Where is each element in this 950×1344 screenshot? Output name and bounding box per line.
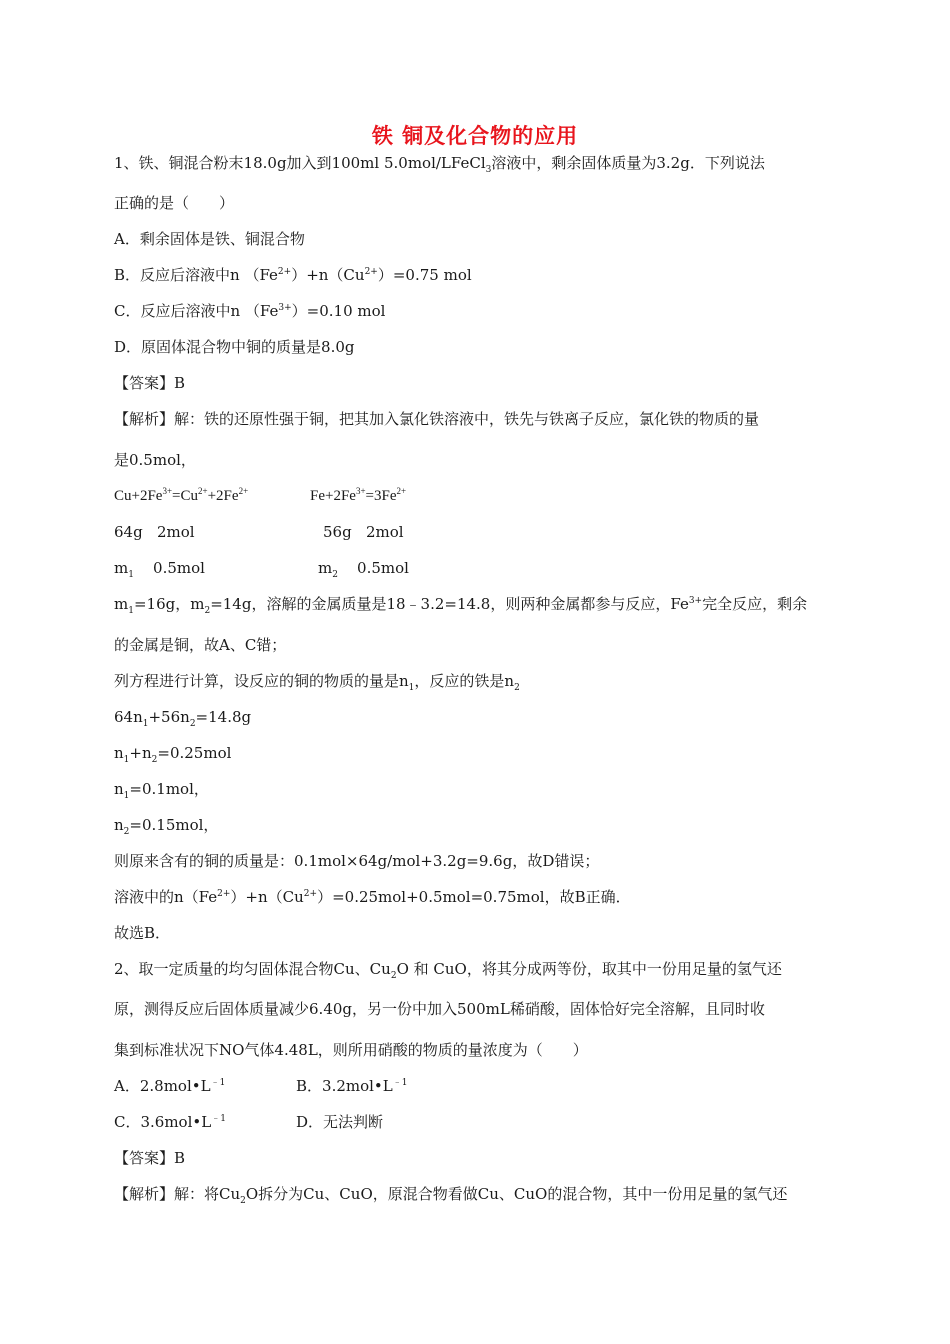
result-n1	[114, 778, 209, 800]
text: =16g，m	[133, 595, 205, 613]
q2-option-a	[114, 1075, 225, 1097]
result-n2	[114, 814, 218, 836]
subscript: 2	[189, 719, 196, 729]
text: =Cu	[172, 488, 199, 504]
q2-option-c	[114, 1111, 226, 1133]
superscript: ﹣1	[210, 1078, 226, 1088]
calc-line1	[114, 593, 807, 615]
text: =3Fe	[365, 488, 397, 504]
subscript: 2	[240, 1196, 246, 1206]
superscript: 2+	[238, 486, 249, 496]
text: =0.25mol	[157, 744, 232, 762]
superscript: 3+	[162, 486, 173, 496]
q1-stem-text: 溶液中，剩余固体质量为3.2g．下列说法	[491, 154, 765, 172]
text: B．反应后溶液中n （Fe	[114, 266, 278, 284]
text: 2、取一定质量的均匀固体混合物Cu、Cu	[114, 960, 391, 978]
superscript: 3+	[355, 486, 366, 496]
text: n	[114, 780, 124, 798]
equation-mass	[114, 706, 251, 728]
text: m	[114, 595, 129, 613]
superscript: ﹣1	[211, 1114, 226, 1124]
superscript: 2+	[364, 267, 378, 277]
text: 0.5mol	[337, 559, 409, 577]
ratio-row2-right	[318, 557, 409, 579]
text: 【解析】解：将Cu	[114, 1185, 241, 1203]
q2-stem-line1	[114, 958, 782, 980]
text: 溶液中的n（Fe	[114, 888, 218, 906]
text: +n	[129, 744, 152, 762]
q2-option-d: D．无法判断	[296, 1113, 384, 1131]
subscript: 1	[123, 791, 130, 801]
q2-option-b	[296, 1075, 407, 1097]
text: 完全反应，剩余	[702, 595, 808, 613]
subscript: 2	[514, 683, 520, 693]
subscript: 2	[151, 755, 158, 765]
text: ）=0.25mol+0.5mol=0.75mol，故B正确．	[317, 888, 631, 906]
calc-line3	[114, 670, 520, 692]
text: ）+n（Cu	[230, 888, 304, 906]
superscript: 2+	[277, 267, 292, 277]
q2-stem-line3: 集到标准状况下NO气体4.48L，则所用硝酸的物质的量浓度为（ ）	[114, 1041, 588, 1059]
calc-line2: 的金属是铜，故A、C错；	[114, 636, 287, 654]
text: ）=0.10 mol	[291, 302, 386, 320]
text: Cu+2Fe	[114, 488, 163, 504]
final-line1: 则原来含有的铜的质量是：0.1mol×64g/mol+3.2g=9.6g，故D错误；	[114, 852, 600, 870]
text: 0.5mol	[133, 559, 205, 577]
text: m	[114, 559, 129, 577]
text: =0.15mol，	[129, 816, 219, 834]
q1-stem-line2: 正确的是（ ）	[114, 194, 235, 212]
superscript: 3+	[278, 303, 292, 313]
q2-explanation-line1	[114, 1183, 787, 1205]
superscript: 2+	[303, 889, 318, 899]
q1-answer: 【答案】B	[114, 374, 186, 392]
subscript: 2	[204, 606, 211, 616]
text: ）=0.75 mol	[377, 266, 472, 284]
text: 列方程进行计算，设反应的铜的物质的量是n	[114, 672, 409, 690]
text: ，反应的铁是n	[414, 672, 515, 690]
q2-answer: 【答案】B	[114, 1149, 186, 1167]
q1-explanation-line2: 是0.5mol，	[114, 451, 196, 469]
superscript: ﹣1	[392, 1078, 408, 1088]
subscript: 2	[123, 827, 130, 837]
q1-option-c	[114, 300, 385, 322]
page-title: 铁 铜及化合物的应用	[371, 124, 579, 148]
superscript: 2+	[198, 486, 208, 496]
equation-fe	[310, 485, 406, 507]
text: O拆分为Cu、CuO，原混合物看做Cu、CuO的混合物，其中一份用足量的氢气还	[245, 1185, 788, 1203]
text: n	[114, 744, 124, 762]
subscript: 1	[123, 755, 130, 765]
text: Fe+2Fe	[310, 488, 356, 504]
text: 64n	[114, 708, 143, 726]
text: +56n	[148, 708, 190, 726]
superscript: 2+	[217, 889, 231, 899]
q1-option-d: D．原固体混合物中铜的质量是8.0g	[114, 338, 355, 356]
subscript: 1	[128, 570, 134, 580]
subscript: 1	[142, 719, 149, 729]
q1-stem-text: 1、铁、铜混合粉末18.0g加入到100ml 5.0mol/LFeCl	[114, 154, 486, 172]
ratio-row1-right: 56g 2mol	[323, 523, 404, 541]
subscript: 2	[390, 971, 397, 981]
text: =0.1mol，	[129, 780, 209, 798]
final-line2	[114, 886, 631, 908]
subscript: 2	[332, 570, 338, 580]
q1-option-b	[114, 264, 472, 286]
text: O 和 CuO，将其分成两等份，取其中一份用足量的氢气还	[396, 960, 782, 978]
text: =14.8g	[195, 708, 252, 726]
subscript: 1	[128, 606, 134, 616]
equation-cu	[114, 485, 248, 507]
superscript: 2+	[396, 486, 407, 496]
text: C．反应后溶液中n （Fe	[114, 302, 279, 320]
text: =14g，溶解的金属质量是18﹣3.2=14.8，则两种金属都参与反应，Fe	[210, 595, 689, 613]
text: n	[114, 816, 124, 834]
text: ）+n（Cu	[291, 266, 365, 284]
subscript: 1	[408, 683, 415, 693]
final-line3: 故选B．	[114, 924, 171, 942]
text: C．3.6mol•L	[114, 1113, 212, 1131]
text: m	[318, 559, 333, 577]
equation-moles	[114, 742, 231, 764]
ratio-row2-left	[114, 557, 205, 579]
text: B．3.2mol•L	[296, 1077, 393, 1095]
text: A．2.8mol•L	[114, 1077, 211, 1095]
q1-explanation-line1: 【解析】解：铁的还原性强于铜，把其加入氯化铁溶液中，铁先与铁离子反应，氯化铁的物质的量	[114, 410, 760, 428]
subscript: 3	[485, 165, 492, 175]
q2-stem-line2: 原，测得反应后固体质量减少6.40g，另一份中加入500mL稀硝酸，固体恰好完全溶解，且同时收	[114, 1000, 765, 1018]
q1-stem-line1	[114, 152, 765, 174]
ratio-row1-left: 64g 2mol	[114, 523, 195, 541]
superscript: 3+	[688, 596, 703, 606]
text: +2Fe	[207, 488, 239, 504]
q1-option-a: A．剩余固体是铁、铜混合物	[114, 230, 305, 248]
